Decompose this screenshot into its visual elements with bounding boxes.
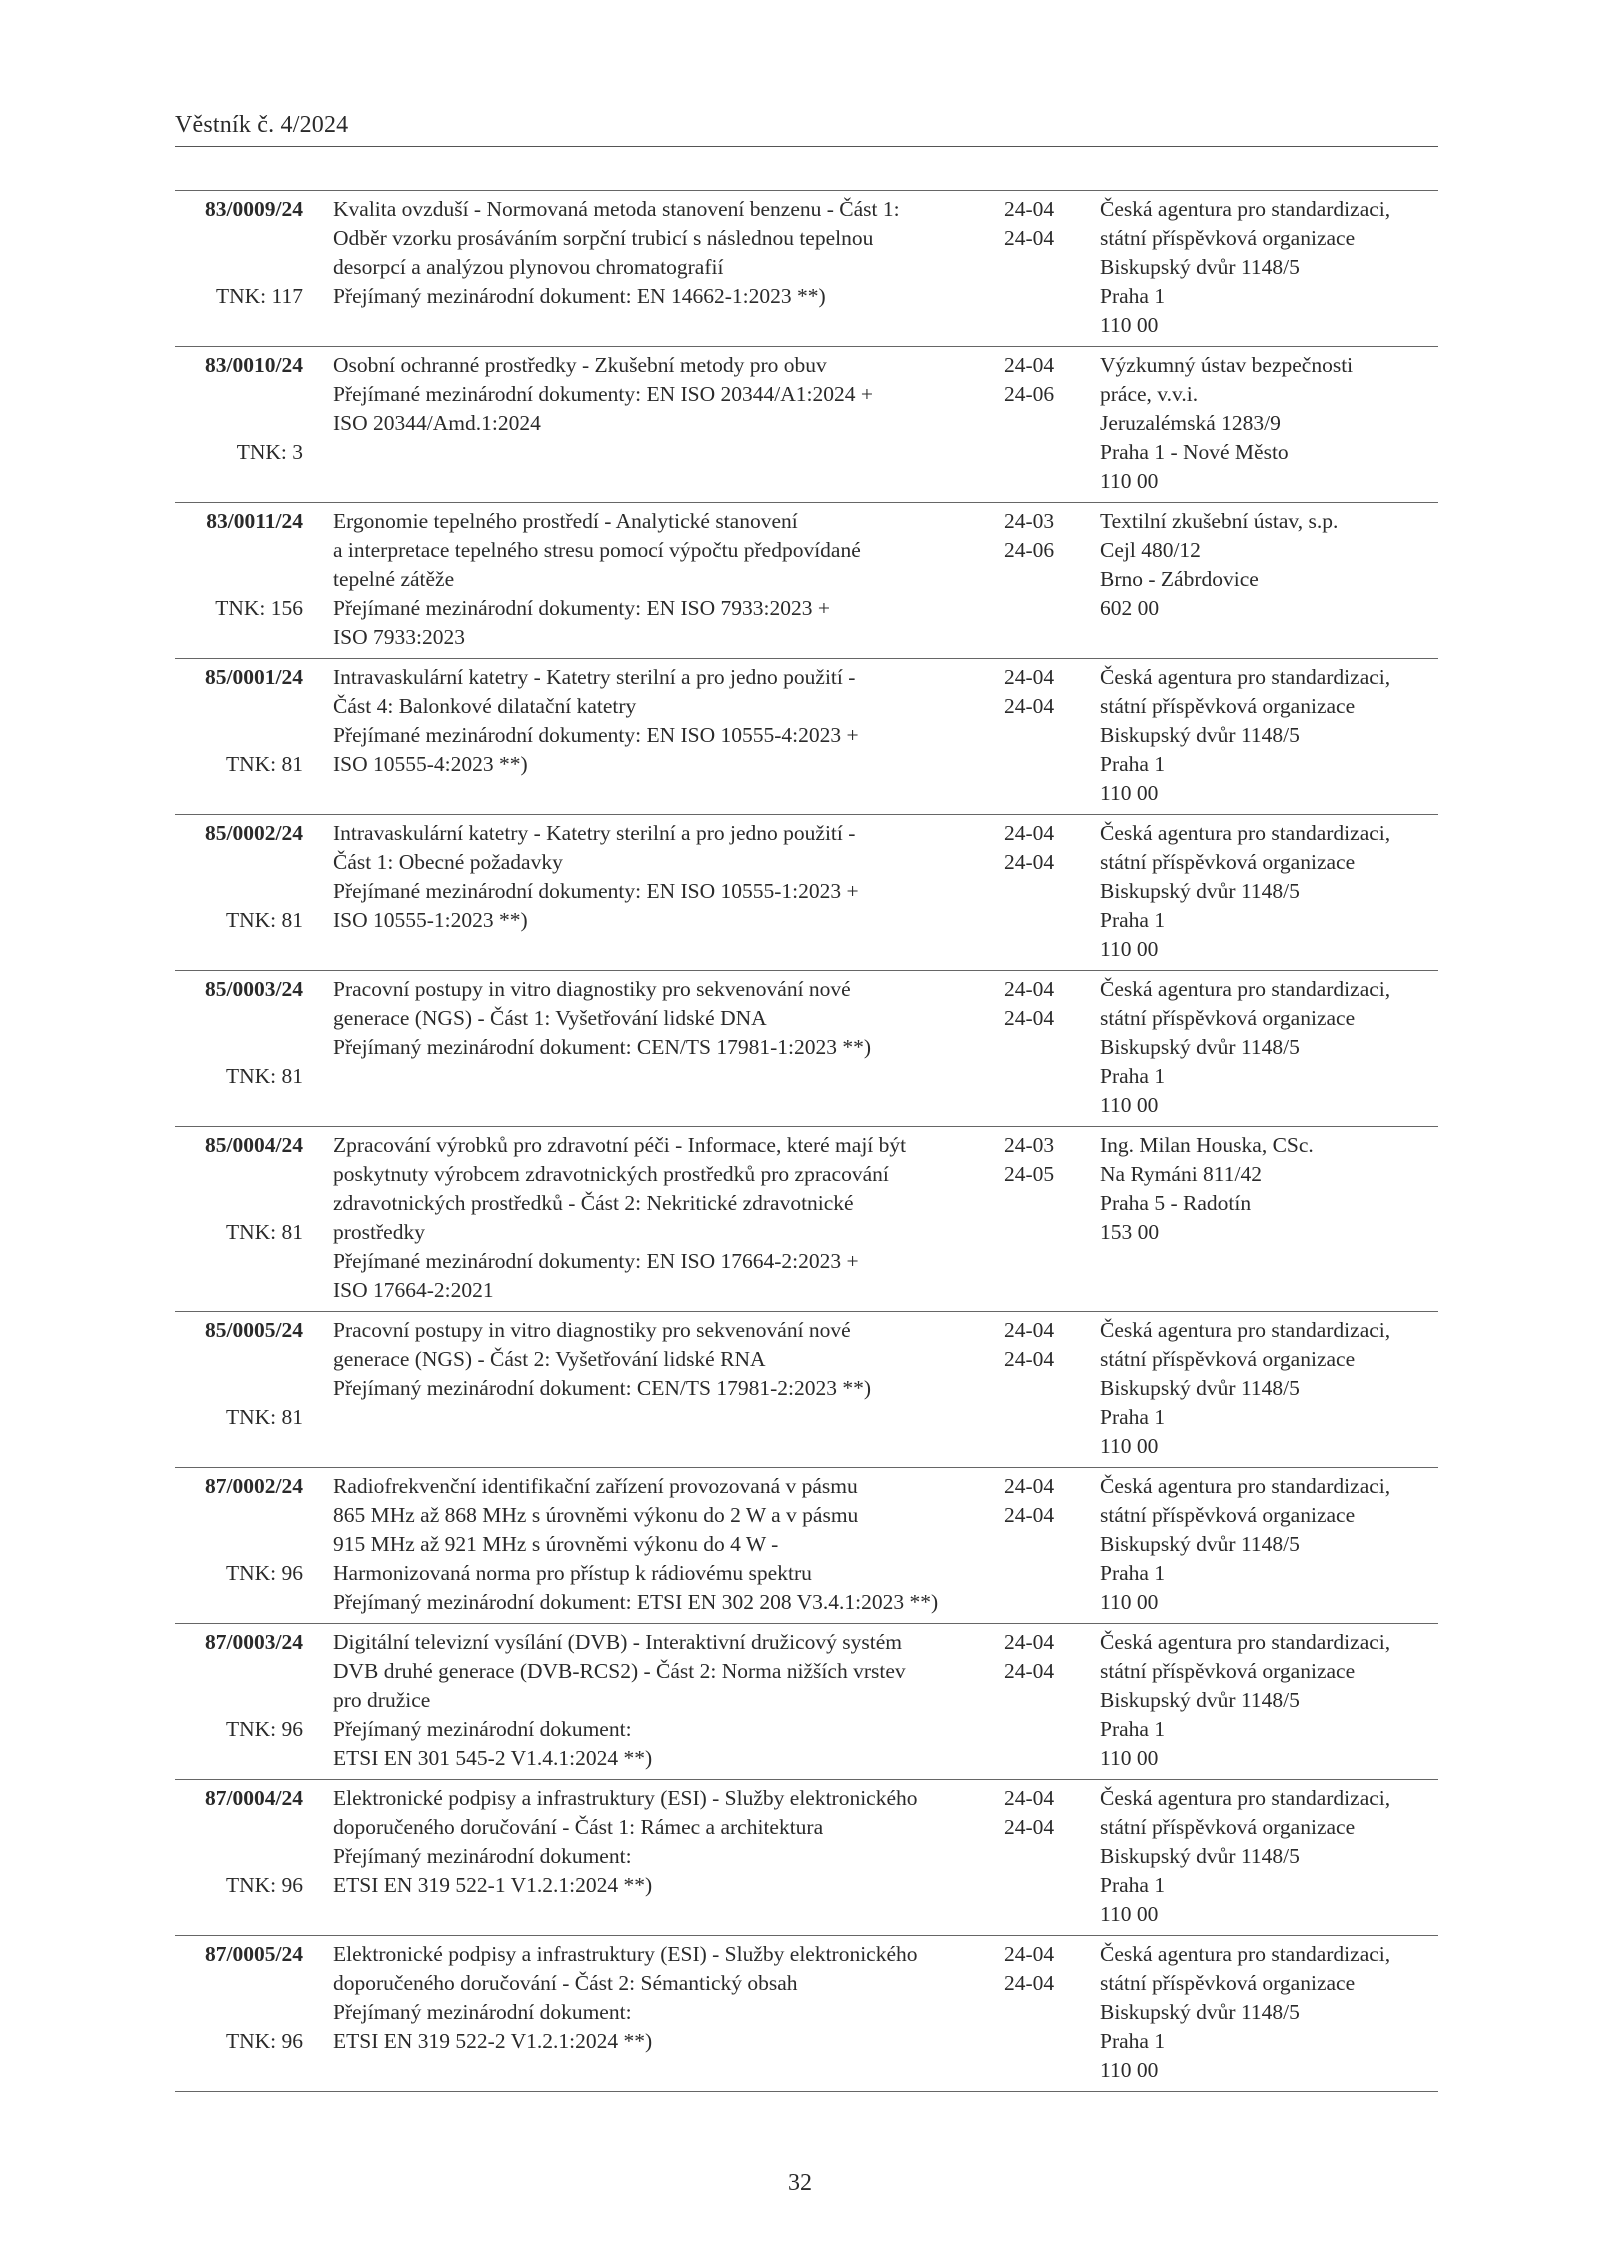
title-line: desorpcí a analýzou plynovou chromatografií <box>333 255 724 279</box>
organization-line: státní příspěvková organizace <box>1100 694 1356 718</box>
standard-number: 87/0005/24 <box>205 1942 303 1966</box>
date-value: 24-04 <box>1004 197 1055 221</box>
organization-line: Jeruzalémská 1283/9 <box>1100 411 1281 435</box>
title-line: 915 MHz až 921 MHz s úrovněmi výkonu do 4 W - <box>333 1532 779 1556</box>
dates <box>1004 1131 1074 1189</box>
organization-address <box>1100 663 1438 808</box>
date-value: 24-04 <box>1004 1006 1055 1030</box>
organization-line: Biskupský dvůr 1148/5 <box>1100 1844 1300 1868</box>
dates <box>1004 819 1074 877</box>
table-row <box>175 1623 1438 1779</box>
title-line: Přejímaný mezinárodní dokument: CEN/TS 17981-2:2023 **) <box>333 1376 872 1400</box>
organization-line: Praha 1 <box>1100 2029 1166 2053</box>
organization-line: Praha 1 <box>1100 1873 1166 1897</box>
organization-line: 602 00 <box>1100 596 1160 620</box>
page-number: 32 <box>788 2170 812 2196</box>
dates <box>1004 1472 1074 1530</box>
date-value: 24-05 <box>1004 1162 1055 1186</box>
standard-number: 83/0010/24 <box>205 353 303 377</box>
organization-line: Praha 1 - Nové Město <box>1100 440 1289 464</box>
organization-line: 110 00 <box>1100 1902 1159 1926</box>
dates <box>1004 1628 1074 1686</box>
organization-line: 110 00 <box>1100 781 1159 805</box>
title-line: tepelné zátěže <box>333 567 455 591</box>
dates <box>1004 663 1074 721</box>
organization-line: 153 00 <box>1100 1220 1160 1244</box>
dates <box>1004 975 1074 1033</box>
organization-line: Praha 1 <box>1100 908 1166 932</box>
title-line: doporučeného doručování - Část 1: Rámec a architektura <box>333 1815 824 1839</box>
date-value: 24-04 <box>1004 353 1055 377</box>
organization-line: Biskupský dvůr 1148/5 <box>1100 1688 1300 1712</box>
tnk-label: TNK: 81 <box>225 908 303 932</box>
date-value: 24-04 <box>1004 850 1055 874</box>
title-line: zdravotnických prostředků - Část 2: Nekritické zdravotnické <box>333 1191 854 1215</box>
organization-line: 110 00 <box>1100 469 1159 493</box>
organization-line: Česká agentura pro standardizaci, <box>1100 1630 1391 1654</box>
standard-number: 85/0005/24 <box>205 1318 303 1342</box>
dates <box>1004 1940 1074 1998</box>
date-value: 24-06 <box>1004 538 1055 562</box>
title-line: ISO 10555-4:2023 **) <box>333 752 528 776</box>
title-line: Digitální televizní vysílání (DVB) - Interaktivní družicový systém <box>333 1630 903 1654</box>
date-value: 24-04 <box>1004 1318 1055 1342</box>
title-line: Přejímané mezinárodní dokumenty: EN ISO 10555-4:2023 + <box>333 723 859 747</box>
title-line: Elektronické podpisy a infrastruktury (ESI) - Služby elektronického <box>333 1786 918 1810</box>
title-line: Intravaskulární katetry - Katetry sterilní a pro jedno použití - <box>333 665 856 689</box>
dates <box>1004 1784 1074 1842</box>
date-value: 24-04 <box>1004 1474 1055 1498</box>
organization-line: Česká agentura pro standardizaci, <box>1100 977 1391 1001</box>
organization-line: Na Rymáni 811/42 <box>1100 1162 1262 1186</box>
dates <box>1004 195 1074 253</box>
title-line: Zpracování výrobků pro zdravotní péči - Informace, které mají být <box>333 1133 907 1157</box>
organization-address <box>1100 351 1438 496</box>
title-line: Přejímaný mezinárodní dokument: EN 14662-1:2023 **) <box>333 284 826 308</box>
organization-address <box>1100 195 1438 340</box>
table-row <box>175 1779 1438 1935</box>
header-rule <box>175 146 1438 147</box>
organization-line: 110 00 <box>1100 1746 1159 1770</box>
date-value: 24-04 <box>1004 1815 1055 1839</box>
organization-line: Biskupský dvůr 1148/5 <box>1100 1376 1300 1400</box>
title-line: pro družice <box>333 1688 431 1712</box>
title-line: Přejímaný mezinárodní dokument: CEN/TS 17981-1:2023 **) <box>333 1035 872 1059</box>
table-row <box>175 1126 1438 1311</box>
date-value: 24-04 <box>1004 1630 1055 1654</box>
title-line: generace (NGS) - Část 1: Vyšetřování lidské DNA <box>333 1006 767 1030</box>
table-row <box>175 1311 1438 1467</box>
organization-line: státní příspěvková organizace <box>1100 850 1356 874</box>
title-line: ISO 10555-1:2023 **) <box>333 908 528 932</box>
organization-line: Biskupský dvůr 1148/5 <box>1100 723 1300 747</box>
standards-table <box>175 190 1438 2092</box>
tnk-label: TNK: 117 <box>216 284 303 308</box>
standard-number: 85/0003/24 <box>205 977 303 1001</box>
organization-address <box>1100 1316 1438 1461</box>
dates <box>1004 1316 1074 1374</box>
dates <box>1004 351 1074 409</box>
title-line: ISO 7933:2023 <box>333 625 465 649</box>
tnk-label: TNK: 156 <box>215 596 303 620</box>
organization-line: 110 00 <box>1100 937 1159 961</box>
organization-line: Biskupský dvůr 1148/5 <box>1100 1035 1300 1059</box>
date-value: 24-04 <box>1004 226 1055 250</box>
organization-line: Praha 1 <box>1100 1561 1166 1585</box>
organization-line: Výzkumný ústav bezpečnosti <box>1100 353 1354 377</box>
organization-line: Ing. Milan Houska, CSc. <box>1100 1133 1314 1157</box>
organization-line: 110 00 <box>1100 2058 1159 2082</box>
organization-line: Česká agentura pro standardizaci, <box>1100 197 1391 221</box>
organization-line: Praha 1 <box>1100 1064 1166 1088</box>
title-line: 865 MHz až 868 MHz s úrovněmi výkonu do 2 W a v pásmu <box>333 1503 859 1527</box>
organization-address <box>1100 819 1438 964</box>
organization-line: Česká agentura pro standardizaci, <box>1100 1474 1391 1498</box>
title-line: Ergonomie tepelného prostředí - Analytické stanovení <box>333 509 798 533</box>
title-line: ISO 17664-2:2021 <box>333 1278 494 1302</box>
standard-number: 85/0001/24 <box>205 665 303 689</box>
date-value: 24-04 <box>1004 1942 1055 1966</box>
title-line: ETSI EN 301 545-2 V1.4.1:2024 **) <box>333 1746 653 1770</box>
organization-line: Praha 1 <box>1100 1717 1166 1741</box>
tnk-label: TNK: 96 <box>225 1873 303 1897</box>
title-line: DVB druhé generace (DVB-RCS2) - Část 2: Norma nižších vrstev <box>333 1659 906 1683</box>
title-line: Část 1: Obecné požadavky <box>333 850 563 874</box>
tnk-label: TNK: 96 <box>225 1561 303 1585</box>
table-row <box>175 658 1438 814</box>
organization-line: 110 00 <box>1100 1590 1159 1614</box>
title-line: Přejímaný mezinárodní dokument: <box>333 1844 632 1868</box>
organization-line: Česká agentura pro standardizaci, <box>1100 1942 1391 1966</box>
date-value: 24-04 <box>1004 977 1055 1001</box>
organization-address <box>1100 975 1438 1120</box>
date-value: 24-04 <box>1004 1659 1055 1683</box>
organization-address <box>1100 1784 1438 1929</box>
organization-line: státní příspěvková organizace <box>1100 1815 1356 1839</box>
title-line: Radiofrekvenční identifikační zařízení provozovaná v pásmu <box>333 1474 858 1498</box>
organization-address <box>1100 1472 1438 1617</box>
tnk-label: TNK: 81 <box>225 1405 303 1429</box>
title-line: Pracovní postupy in vitro diagnostiky pro sekvenování nové <box>333 977 851 1001</box>
date-value: 24-06 <box>1004 382 1055 406</box>
organization-line: státní příspěvková organizace <box>1100 226 1356 250</box>
title-line: Přejímaný mezinárodní dokument: <box>333 2000 632 2024</box>
organization-line: Textilní zkušební ústav, s.p. <box>1100 509 1339 533</box>
title-line: Přejímaný mezinárodní dokument: <box>333 1717 632 1741</box>
organization-line: 110 00 <box>1100 1093 1159 1117</box>
title-line: Přejímané mezinárodní dokumenty: EN ISO 7933:2023 + <box>333 596 830 620</box>
standard-number: 87/0004/24 <box>205 1786 303 1810</box>
title-line: Osobní ochranné prostředky - Zkušební metody pro obuv <box>333 353 827 377</box>
tnk-label: TNK: 81 <box>225 1220 303 1244</box>
title-line: Elektronické podpisy a infrastruktury (ESI) - Služby elektronického <box>333 1942 918 1966</box>
title-line: Přejímané mezinárodní dokumenty: EN ISO 17664-2:2023 + <box>333 1249 859 1273</box>
tnk-label: TNK: 81 <box>225 1064 303 1088</box>
date-value: 24-04 <box>1004 665 1055 689</box>
title-line: prostředky <box>333 1220 425 1244</box>
title-line: Přejímané mezinárodní dokumenty: EN ISO 10555-1:2023 + <box>333 879 859 903</box>
organization-address <box>1100 1940 1438 2085</box>
title-line: a interpretace tepelného stresu pomocí výpočtu předpovídané <box>333 538 861 562</box>
organization-address <box>1100 1131 1438 1247</box>
title-line: Kvalita ovzduší - Normovaná metoda stanovení benzenu - Část 1: <box>333 197 900 221</box>
dates <box>1004 507 1074 565</box>
organization-line: Česká agentura pro standardizaci, <box>1100 1786 1391 1810</box>
standard-number: 87/0003/24 <box>205 1630 303 1654</box>
tnk-label: TNK: 96 <box>225 1717 303 1741</box>
organization-address <box>1100 1628 1438 1773</box>
table-row <box>175 1935 1438 2092</box>
organization-line: Biskupský dvůr 1148/5 <box>1100 2000 1300 2024</box>
table-row <box>175 190 1438 346</box>
date-value: 24-03 <box>1004 1133 1055 1157</box>
title-line: generace (NGS) - Část 2: Vyšetřování lidské RNA <box>333 1347 766 1371</box>
organization-line: práce, v.v.i. <box>1100 382 1199 406</box>
title-line: poskytnuty výrobcem zdravotnických prostředků pro zpracování <box>333 1162 889 1186</box>
organization-line: státní příspěvková organizace <box>1100 1659 1356 1683</box>
organization-line: Biskupský dvůr 1148/5 <box>1100 255 1300 279</box>
title-line: Přejímaný mezinárodní dokument: ETSI EN 302 208 V3.4.1:2023 **) <box>333 1590 939 1614</box>
page-header-title: Věstník č. 4/2024 <box>175 112 349 138</box>
table-row <box>175 814 1438 970</box>
organization-line: státní příspěvková organizace <box>1100 1971 1356 1995</box>
date-value: 24-04 <box>1004 1503 1055 1527</box>
date-value: 24-04 <box>1004 694 1055 718</box>
organization-line: Brno - Zábrdovice <box>1100 567 1259 591</box>
title-line: ETSI EN 319 522-1 V1.2.1:2024 **) <box>333 1873 653 1897</box>
table-row <box>175 346 1438 502</box>
organization-line: Biskupský dvůr 1148/5 <box>1100 879 1300 903</box>
date-value: 24-04 <box>1004 821 1055 845</box>
organization-line: Česká agentura pro standardizaci, <box>1100 821 1391 845</box>
standard-number: 83/0009/24 <box>205 197 303 221</box>
standard-number: 85/0004/24 <box>205 1133 303 1157</box>
tnk-label: TNK: 3 <box>236 440 303 464</box>
title-line: Část 4: Balonkové dilatační katetry <box>333 694 637 718</box>
standard-number: 87/0002/24 <box>205 1474 303 1498</box>
organization-line: 110 00 <box>1100 1434 1159 1458</box>
date-value: 24-04 <box>1004 1347 1055 1371</box>
title-line: doporučeného doručování - Část 2: Sémantický obsah <box>333 1971 798 1995</box>
table-row <box>175 970 1438 1126</box>
standard-number: 85/0002/24 <box>205 821 303 845</box>
organization-line: státní příspěvková organizace <box>1100 1006 1356 1030</box>
organization-line: Praha 1 <box>1100 1405 1166 1429</box>
title-line: Pracovní postupy in vitro diagnostiky pro sekvenování nové <box>333 1318 851 1342</box>
organization-line: 110 00 <box>1100 313 1159 337</box>
tnk-label: TNK: 81 <box>225 752 303 776</box>
title-line: ETSI EN 319 522-2 V1.2.1:2024 **) <box>333 2029 653 2053</box>
title-line: ISO 20344/Amd.1:2024 <box>333 411 541 435</box>
table-row <box>175 1467 1438 1623</box>
standard-number: 83/0011/24 <box>206 509 303 533</box>
organization-line: státní příspěvková organizace <box>1100 1503 1356 1527</box>
organization-line: Praha 1 <box>1100 752 1166 776</box>
date-value: 24-03 <box>1004 509 1055 533</box>
tnk-label: TNK: 96 <box>225 2029 303 2053</box>
organization-line: Česká agentura pro standardizaci, <box>1100 665 1391 689</box>
organization-line: Cejl 480/12 <box>1100 538 1201 562</box>
title-line: Přejímané mezinárodní dokumenty: EN ISO 20344/A1:2024 + <box>333 382 873 406</box>
title-line: Odběr vzorku prosáváním sorpční trubicí s následnou tepelnou <box>333 226 874 250</box>
organization-line: Česká agentura pro standardizaci, <box>1100 1318 1391 1342</box>
date-value: 24-04 <box>1004 1786 1055 1810</box>
title-line: Harmonizovaná norma pro přístup k rádiovému spektru <box>333 1561 812 1585</box>
organization-line: státní příspěvková organizace <box>1100 1347 1356 1371</box>
organization-line: Praha 1 <box>1100 284 1166 308</box>
organization-line: Praha 5 - Radotín <box>1100 1191 1252 1215</box>
table-row <box>175 502 1438 658</box>
organization-address <box>1100 507 1438 623</box>
title-line: Intravaskulární katetry - Katetry sterilní a pro jedno použití - <box>333 821 856 845</box>
organization-line: Biskupský dvůr 1148/5 <box>1100 1532 1300 1556</box>
date-value: 24-04 <box>1004 1971 1055 1995</box>
